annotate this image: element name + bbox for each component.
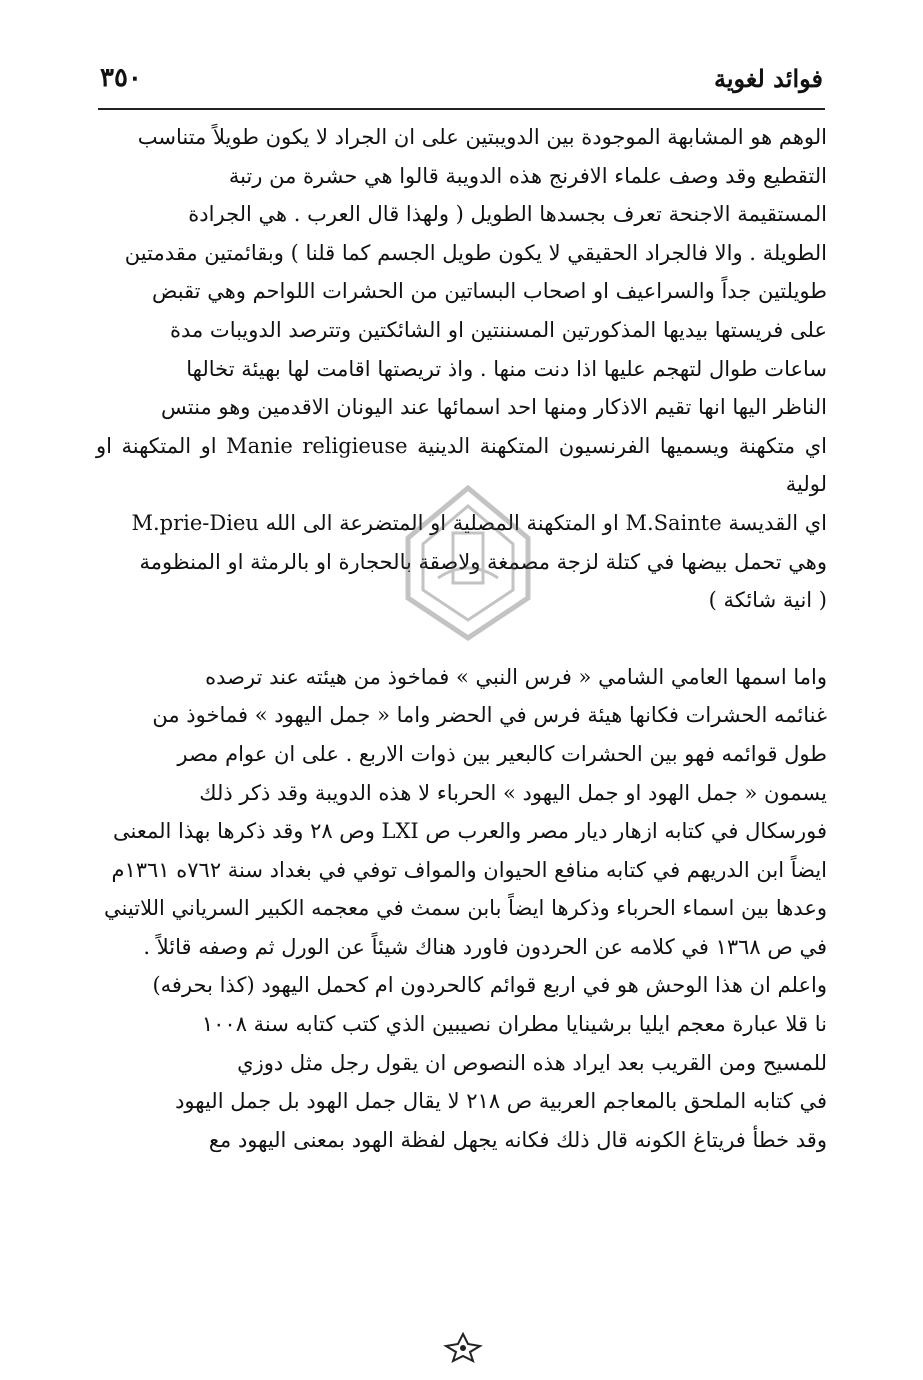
text-line: الطويلة . والا فالجراد الحقيقي لا يكون طويل الجسم كما قلنا ) وبقائمتين مقدمتين [124,240,827,265]
running-title: فوائد لغوية [713,63,823,93]
text-line: طويلتين جداً والسراعيف او اصحاب البساتين من الحشرات اللواحم وهي تقبض [151,279,827,304]
text-line: غنائمه الحشرات فكانها هيئة فرس في الحضر واما « جمل اليهود » فماخوذ من [152,703,827,728]
text-line: يسمون « جمل الهود او جمل اليهود » الحرباء لا هذه الدويبة وقد ذكر ذلك [199,780,827,805]
text-line: على فريستها بيديها المذكورتين المسننتين او الشائكتين وتترصد الدويبات مدة [169,317,827,342]
text-line: ايضاً ابن الدريهم في كتابه منافع الحيوان والمواف توفي في بغداد سنة ٧٦٢ه ١٣٦١م [111,857,827,882]
text-line: واعلم ان هذا الوحش هو في اربع قوائم كالحردون ام كحمل اليهود (كذا بحرفه) [152,973,827,998]
library-seal-stamp-icon [398,478,538,648]
text-line: ساعات طوال لتهجم عليها اذا دنت منها . واذ تريصتها اقامت لها بهيئة تخالها [186,356,827,381]
text-line: الناظر اليها انها تقيم الاذكار ومنها احد اسمائها عند اليونان الاقدمين وهو منتس [161,395,827,420]
text-line: اي متكهنة ويسميها الفرنسيون المتكهنة الدينية Manie religieuse او المتكهنة او لولية [96,433,827,497]
text-line: التقطيع وقد وصف علماء الافرنج هذه الدويبة قالوا هي حشرة من رتبة [228,163,827,188]
header-rule [98,108,825,110]
text-line: للمسيح ومن القريب بعد ايراد هذه النصوص ان يقول رجل مثل دوزي [237,1050,827,1075]
text-line: واما اسمها العامي الشامي « فرس النبي » فماخوذ من هيئته عند ترصده [205,664,827,689]
text-line: ( انية شائكة ) [708,588,827,613]
text-line: اي القديسة M.Sainte او المتكهنة المصلية او المتضرعة الى الله M.prie-Dieu [131,510,827,535]
page-bottom-ornament-icon [438,1330,488,1364]
text-line: في كتابه الملحق بالمعاجم العربية ص ٢١٨ لا يقال جمل الهود بل جمل اليهود [175,1089,827,1114]
text-line: في ص ١٣٦٨ في كلامه عن الحردون فاورد هناك شيئاً عن الورل ثم وصفه قائلاً . [143,934,827,959]
text-line: نا قلا عبارة معجم ايليا برشينايا مطران نصيبين الذي كتب كتابه سنة ١٠٠٨ [201,1012,827,1037]
text-line: وقد خطأ فريتاغ الكونه قال ذلك فكانه يجهل لفظة الهود بمعنى اليهود مع [208,1127,827,1152]
text-line: فورسكال في كتابه ازهار ديار مصر والعرب ص LXI وص ٢٨ وقد ذكرها بهذا المعنى [113,819,827,844]
text-line: المستقيمة الاجنحة تعرف بجسدها الطويل ( ولهذا قال العرب . هي الجرادة [188,202,827,227]
text-line: وهي تحمل بيضها في كتلة لزجة مصمغة ولاصقة بالحجارة او بالرمثة او المنظومة [139,549,827,574]
text-line: الوهم هو المشابهة الموجودة بين الدويبتين على ان الجراد لا يكون طويلاً متناسب [137,125,827,149]
page-header [100,58,823,98]
text-line: طول قوائمه فهو بين الحشرات كالبعير بين ذوات الاربع . على ان عوام مصر [177,741,827,766]
paragraph-2 [96,658,827,1160]
text-line: وعدها بين اسماء الحرباء وذكرها ايضاً بابن سمث في معجمه الكبير السرياني اللاتيني [104,896,827,921]
page-number: ٣٥٠ [100,63,142,93]
